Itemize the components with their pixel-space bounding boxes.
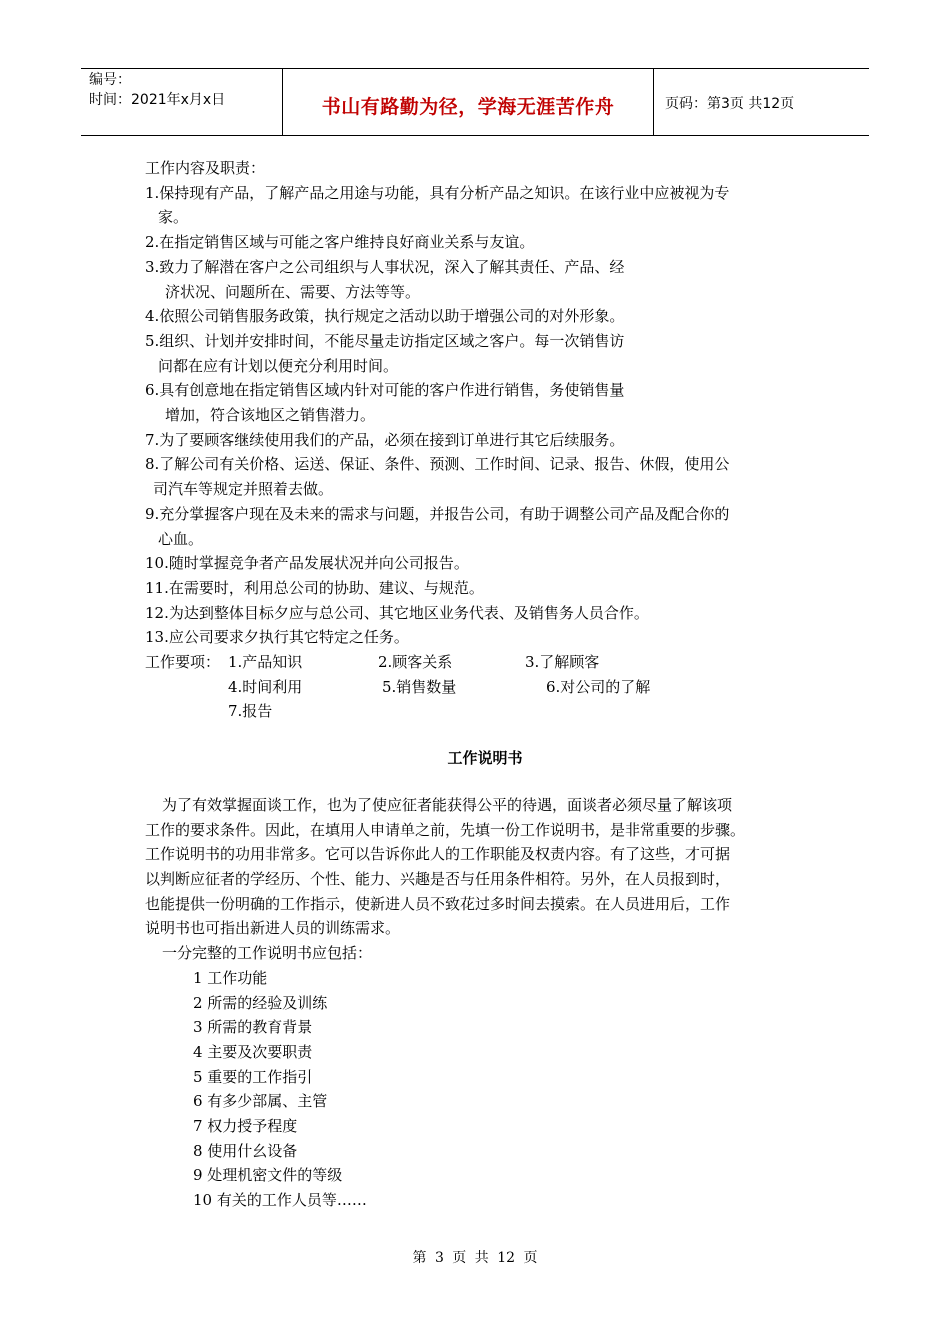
list-item: 10 有关的工作人员等…… [193,1191,367,1210]
duty-line: 7.为了要顾客继续使用我们的产品，必须在接到订单进行其它后续服务。 [145,430,625,449]
duty-line: 心血。 [158,529,204,548]
paragraph-line: 为了有效掌握面谈工作，也为了使应征者能获得公平的待遇，面谈者必须尽量了解该项 [162,795,733,814]
list-item: 7 权力授予程度 [193,1117,298,1136]
header-page-info: 页码：第3页 共12页 [665,96,795,112]
work-items-row [145,675,825,700]
duty-line: 8.了解公司有关价格、运送、保证、条件、预测、工作时间、记录、报告、休假，使用公 [145,455,730,474]
doc-number-label: 编号： [89,72,131,88]
paragraph-line: 工作说明书的功用非常多。它可以告诉你此人的工作职能及权责内容。有了这些，才可据 [145,845,731,864]
duty-line: 司汽车等规定并照着去做。 [153,480,334,499]
spacer [145,675,228,700]
duty-line: 11.在需要时，利用总公司的协助、建议、与规范。 [145,578,484,597]
requirements-list [145,966,825,1213]
duty-line: 13.应公司要求夕执行其它特定之任务。 [145,628,409,647]
duty-line: 6.具有创意地在指定销售区域内针对可能的客户作进行销售，务使销售量 [145,381,625,400]
duty-line: 问都在应有计划以便充分利用时间。 [158,356,399,375]
list-item: 5 重要的工作指引 [193,1067,313,1086]
list-item: 4 主要及次要职责 [193,1042,313,1061]
list-item: 9 处理机密文件的等级 [193,1166,343,1185]
header-motto-cell [283,69,654,135]
duty-line: 12.为达到整体目标夕应与总公司、其它地区业务代表、及销售务人员合作。 [145,603,649,622]
list-item: 3 所需的教育背景 [193,1018,313,1037]
duty-line: 4.依照公司销售服务政策，执行规定之活动以助于增强公司的对外形象。 [145,307,625,326]
paragraph-line: 工作的要求条件。因此，在填用人申请单之前，先填一份工作说明书，是非常重要的步骤。 [145,820,746,839]
duty-line: 济状况、问题所在、需要、方法等等。 [165,282,421,301]
list-item: 2 所需的经验及训练 [193,993,328,1012]
work-item: 3.了解顾客 [525,653,600,672]
paragraph-line: 以判断应征者的学经历、个性、能力、兴趣是否与任用条件相符。另外，在人员报到时， [145,869,731,888]
work-items-row [145,650,825,675]
duty-line: 2.在指定销售区域与可能之客户维持良好商业关系与友谊。 [145,233,535,252]
duty-line: 1.保持现有产品，了解产品之用途与功能，具有分析产品之知识。在该行业中应被视为专 [145,183,730,202]
header-meta [81,69,283,135]
document-body [145,156,825,1213]
work-item: 4.时间利用 [228,677,303,696]
paragraph-line: 也能提供一份明确的工作指示，使新进人员不致花过多时间去摸索。在人员进用后，工作 [145,894,731,913]
work-item: 1.产品知识 [228,653,303,672]
duty-line: 5.组织、计划并安排时间，不能尽量走访指定区域之客户。每一次销售访 [145,331,625,350]
list-item: 1 工作功能 [193,968,268,987]
motto-text: 书山有路勤为径，学海无涯苦作舟 [321,96,615,118]
work-item: 6.对公司的了解 [546,677,651,696]
duties-heading: 工作内容及职责： [145,159,266,177]
duty-line: 3.致力了解潜在客户之公司组织与人事状况，深入了解其责任、产品、经 [145,257,625,276]
paragraph-line: 说明书也可指出新进人员的训练需求。 [145,919,401,938]
page-header [81,68,869,136]
spacer [145,699,228,724]
duty-line: 9.充分掌握客户现在及未来的需求与问题，并报告公司，有助于调整公司产品及配合你的 [145,504,730,523]
section-title: 工作说明书 [447,749,523,768]
page-footer: 第 3 页 共 12 页 [412,1250,538,1266]
list-item: 6 有多少部属、主管 [193,1092,328,1111]
work-items-row [145,699,825,724]
duty-line: 10.随时掌握竞争者产品发展状况并向公司报告。 [145,554,469,573]
duty-line: 增加，符合该地区之销售潜力。 [165,406,376,425]
work-item: 5.销售数量 [382,677,457,696]
duty-line: 家。 [158,208,189,227]
work-item: 7.报告 [228,702,273,721]
work-item: 2.顾客关系 [378,653,453,672]
list-item: 8 使用什幺设备 [193,1141,298,1160]
list-intro: 一分完整的工作说明书应包括： [162,944,373,963]
work-items-label: 工作要项： [145,653,221,672]
doc-time-label: 时间：2021年x月x日 [89,92,226,108]
